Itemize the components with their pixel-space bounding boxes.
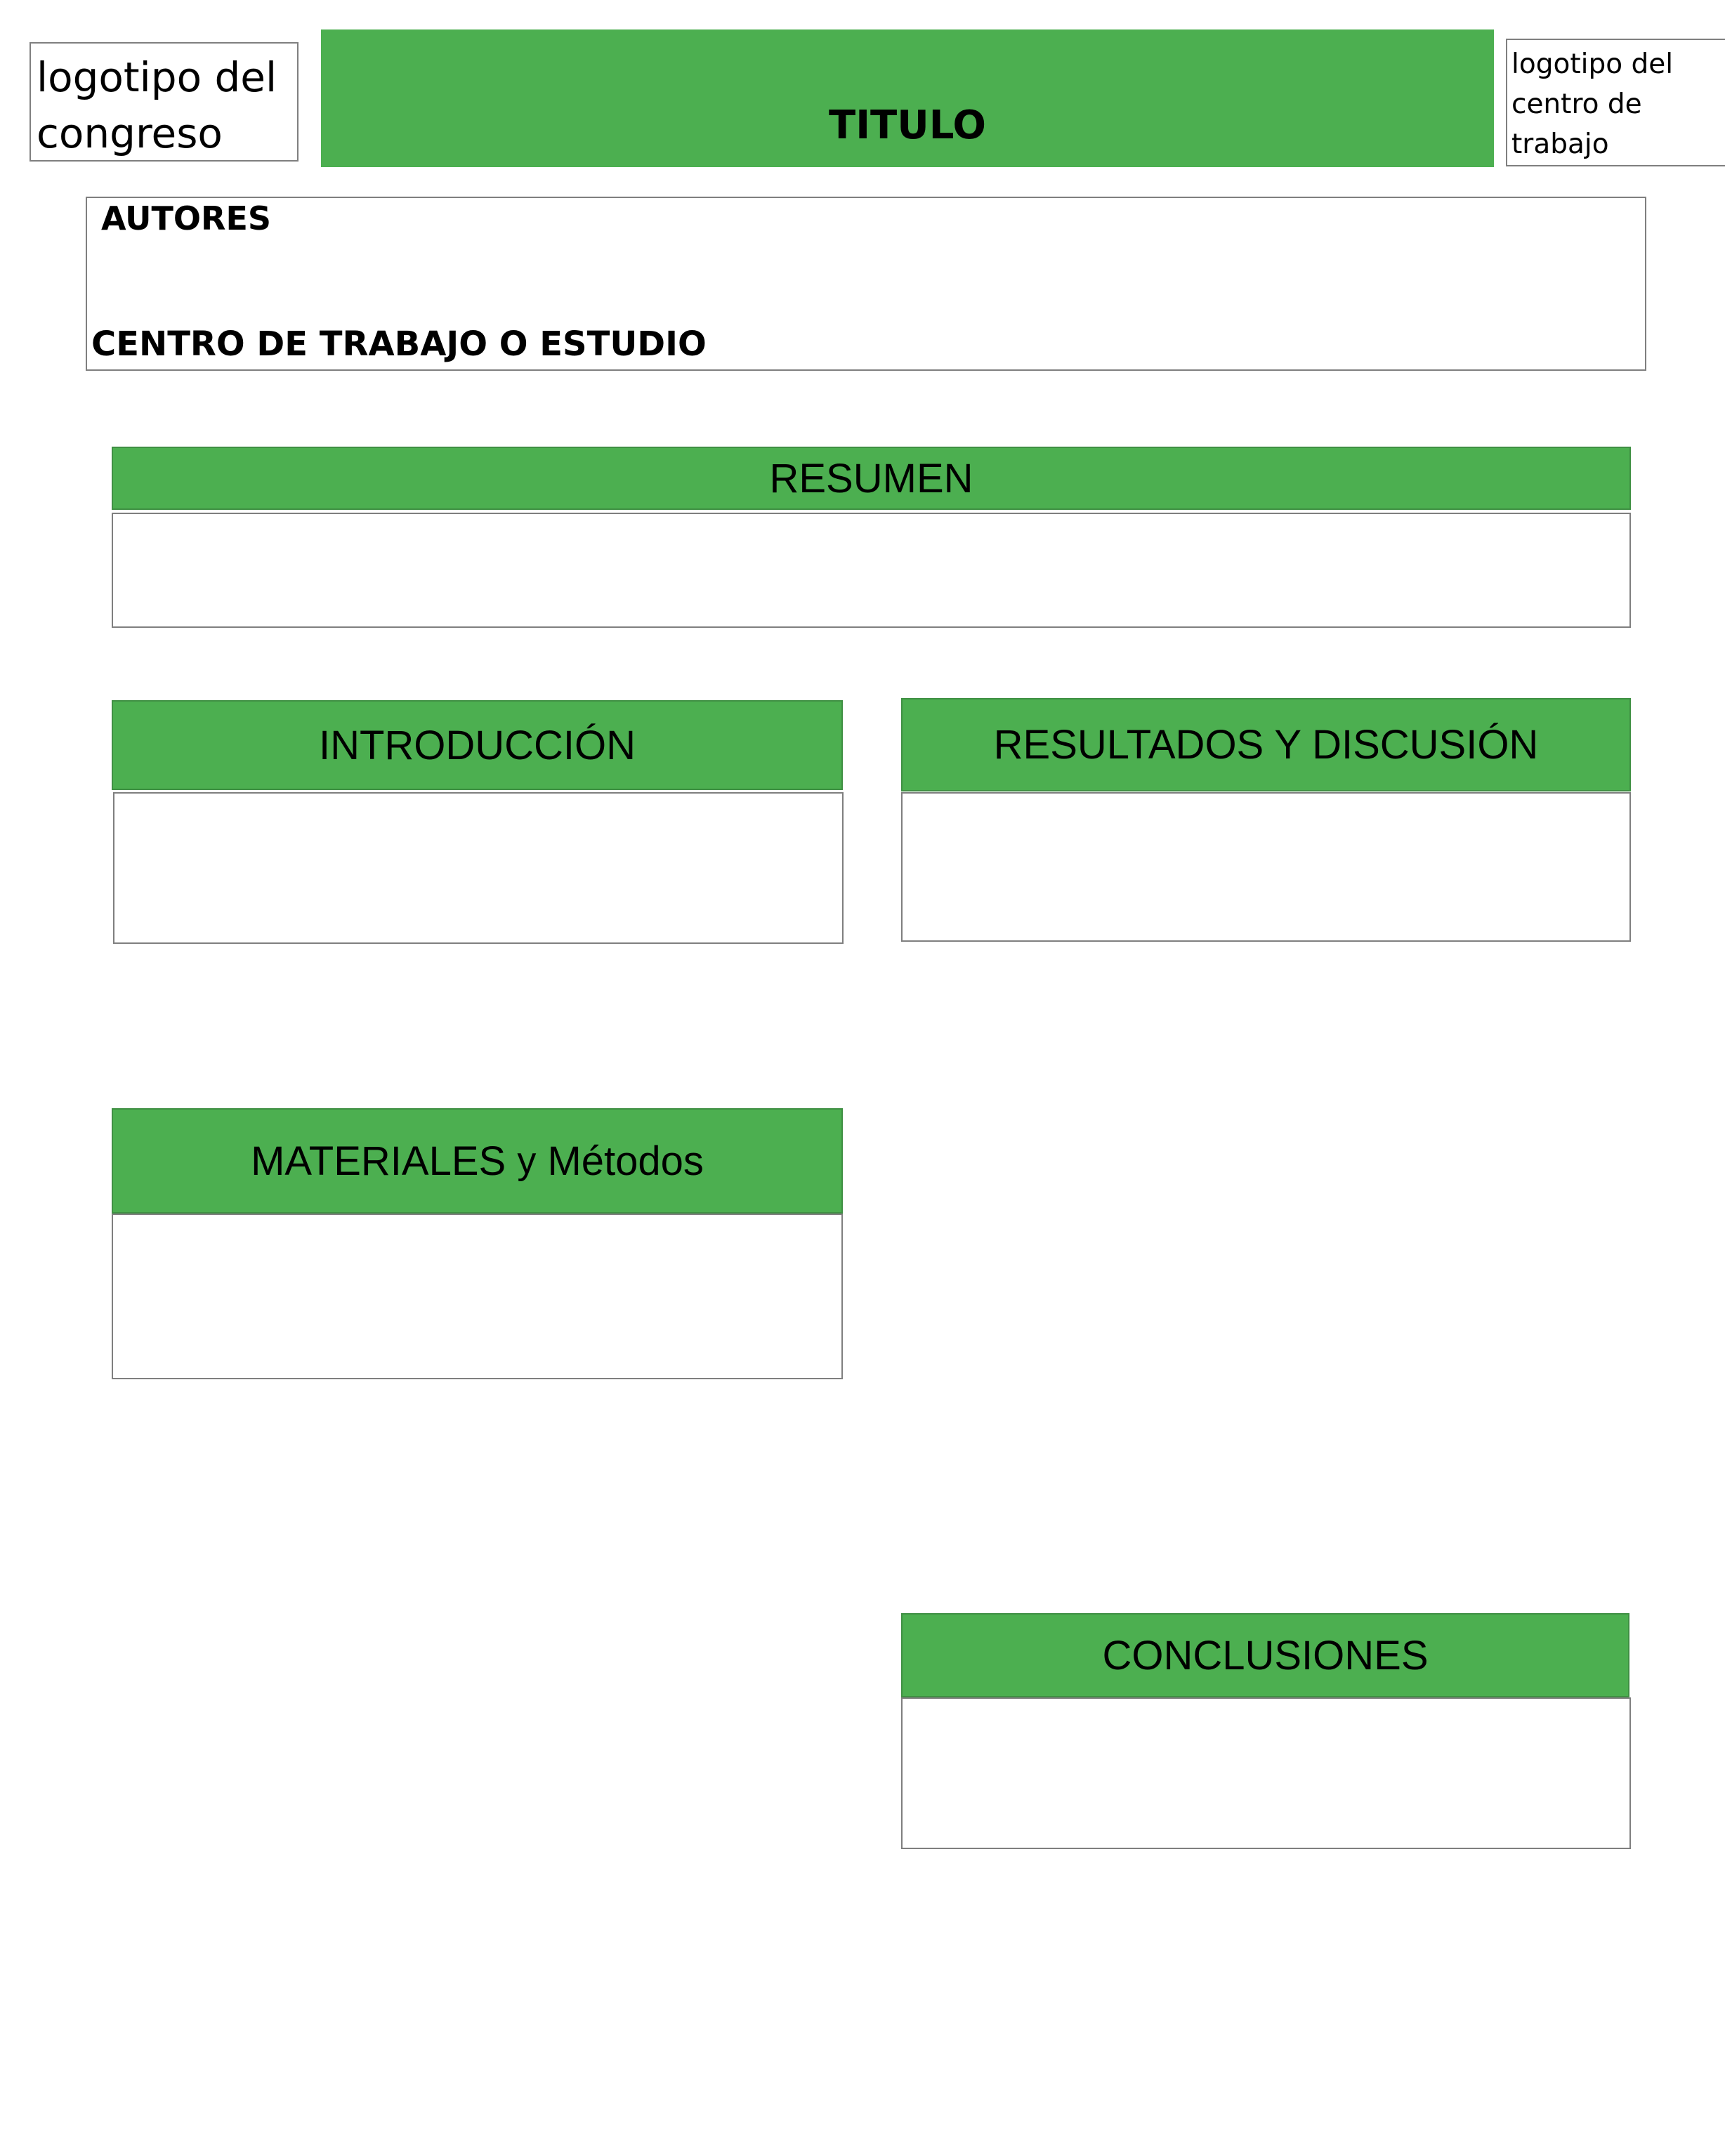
introduccion-title: INTRODUCCIÓN <box>318 722 636 768</box>
introduccion-header <box>112 700 843 790</box>
conclusiones-content-box <box>901 1697 1631 1849</box>
materiales-header <box>112 1108 843 1214</box>
resultados-header <box>901 698 1631 791</box>
work-center-logo-line1: logotipo del <box>1511 48 1674 80</box>
work-center-logo-line2: centro de <box>1511 88 1642 120</box>
resultados-title: RESULTADOS Y DISCUSIÓN <box>993 722 1539 768</box>
work-center-logo-placeholder <box>1506 39 1725 166</box>
authors-label: AUTORES <box>101 199 271 237</box>
materiales-title-part1: MATERIALES <box>251 1138 506 1184</box>
work-center-logo-line3: trabajo <box>1511 129 1609 160</box>
poster-title: TITULO <box>829 103 986 148</box>
resumen-title: RESUMEN <box>769 455 973 501</box>
conclusiones-title: CONCLUSIONES <box>1102 1632 1429 1678</box>
work-center-label: CENTRO DE TRABAJO O ESTUDIO <box>91 324 707 364</box>
resumen-header <box>112 447 1631 510</box>
resumen-content-box <box>112 513 1631 628</box>
materiales-title-part2: y <box>517 1140 537 1182</box>
materiales-content-box <box>112 1214 843 1379</box>
authors-box <box>86 197 1646 371</box>
congress-logo-line1: logotipo del <box>37 53 277 101</box>
congress-logo-placeholder <box>29 42 299 162</box>
introduccion-content-box <box>113 792 844 944</box>
resultados-content-box <box>901 792 1631 942</box>
materiales-title-part3: Métodos <box>547 1138 704 1184</box>
conclusiones-header <box>901 1613 1629 1697</box>
congress-logo-line2: congreso <box>37 110 223 157</box>
title-bar <box>321 29 1494 167</box>
